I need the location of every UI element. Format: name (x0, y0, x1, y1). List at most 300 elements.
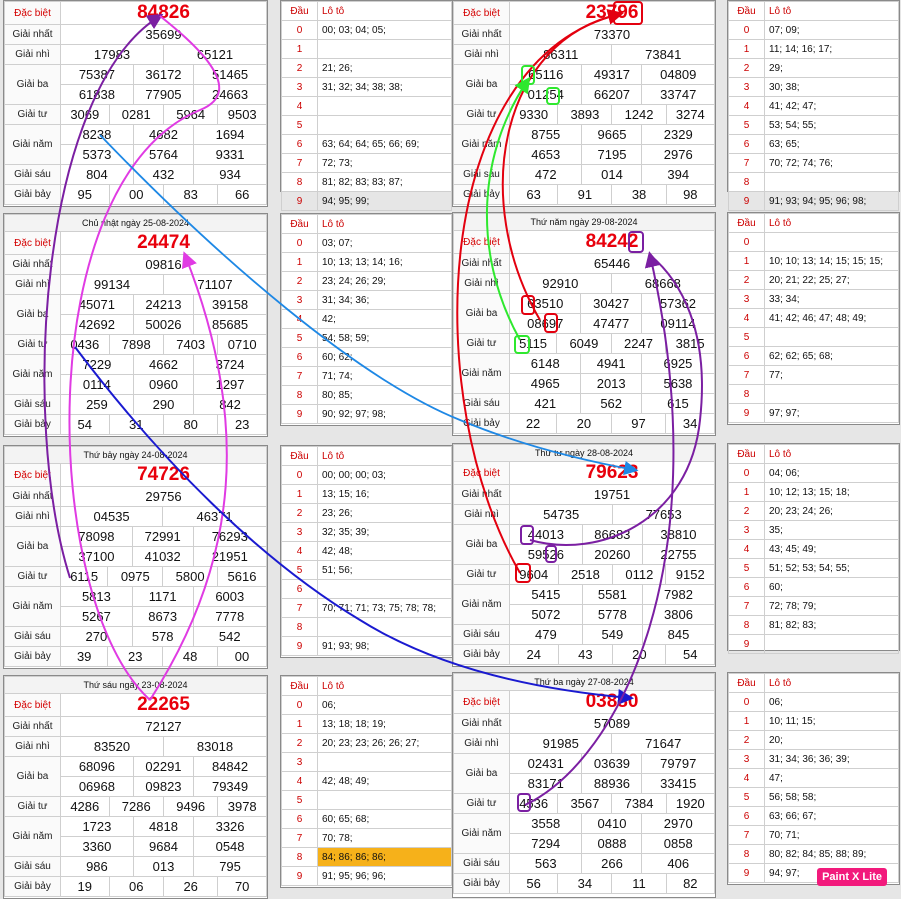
fifth-prize: 7982 (642, 585, 714, 605)
loto-tails: 81; 82; 83; (765, 616, 899, 635)
label-special: Đặc biệt (454, 231, 510, 254)
loto-tails: 81; 82; 83; 83; 87; (318, 173, 452, 192)
loto-tail-label: Lô tô (318, 447, 452, 466)
fourth-prize: 7384 (612, 794, 666, 814)
loto-tails (765, 635, 899, 654)
third-prize: 24213 (133, 295, 193, 315)
fourth-prize: 4536 (510, 794, 558, 814)
label-fifth: Giải năm (5, 817, 61, 857)
seventh-prize: 20 (557, 414, 612, 434)
seventh-prize: 34 (558, 874, 612, 894)
label-fifth: Giải năm (454, 354, 510, 394)
loto-head-digit: 9 (729, 864, 765, 883)
loto-row (729, 404, 899, 423)
loto-header (729, 674, 899, 693)
fifth-prize: 0960 (133, 375, 193, 395)
label-seventh: Giải bảy (454, 645, 510, 665)
loto-row (729, 693, 899, 712)
third-prize: 37100 (61, 547, 133, 567)
loto-head-digit: 6 (282, 348, 318, 367)
result-row (454, 445, 715, 462)
sixth-prize: 259 (61, 395, 134, 415)
loto-head-digit: 2 (282, 272, 318, 291)
loto-table (281, 446, 452, 656)
loto-tails: 91; 95; 96; 96; (318, 867, 452, 886)
loto-head-digit: 2 (282, 734, 318, 753)
loto-tails (765, 173, 899, 192)
loto-tail-label: Lô tô (318, 215, 452, 234)
label-third: Giải ba (454, 65, 510, 105)
loto-head-digit: 7 (282, 829, 318, 848)
loto-header (282, 677, 452, 696)
label-second: Giải nhì (5, 275, 61, 295)
seventh-prize: 82 (666, 874, 714, 894)
loto-table (728, 673, 899, 883)
fifth-prize: 6148 (510, 354, 581, 374)
result-row (5, 797, 267, 817)
loto-row (729, 559, 899, 578)
loto-table (281, 1, 452, 211)
loto-row (729, 21, 899, 40)
label-fourth: Giải tư (454, 105, 510, 125)
label-fourth: Giải tư (5, 567, 61, 587)
loto-tails (318, 97, 452, 116)
result-row (454, 485, 715, 505)
result-panel-r3 (3, 445, 268, 669)
loto-header (729, 445, 899, 464)
draw-date-header: Thứ sáu ngày 23-08-2024 (5, 677, 267, 694)
sixth-prize: 432 (133, 165, 193, 185)
sixth-prize: 804 (61, 165, 134, 185)
loto-table (728, 213, 899, 423)
loto-tails: 42; (318, 310, 452, 329)
loto-tails: 42; 48; (318, 542, 452, 561)
result-panel-r1 (3, 0, 268, 207)
loto-row (729, 252, 899, 271)
loto-row (282, 40, 452, 59)
third-prize: 33747 (642, 85, 715, 105)
loto-tails: 72; 73; (318, 154, 452, 173)
loto-row (729, 635, 899, 654)
loto-panel-l1 (280, 0, 453, 207)
label-first: Giải nhất (454, 25, 510, 45)
sixth-prize: 795 (194, 857, 267, 877)
loto-head-digit: 4 (729, 540, 765, 559)
label-second: Giải nhì (454, 734, 510, 754)
loto-tails (318, 116, 452, 135)
fifth-prize: 7229 (61, 355, 134, 375)
result-row (454, 274, 715, 294)
loto-row (729, 597, 899, 616)
result-row (5, 415, 267, 435)
fifth-prize: 3326 (194, 817, 267, 837)
loto-row (282, 173, 452, 192)
seventh-prize: 39 (61, 647, 108, 667)
draw-date-header: Thứ bảy ngày 24-08-2024 (5, 447, 267, 464)
loto-row (282, 367, 452, 386)
fifth-prize: 2976 (642, 145, 715, 165)
third-prize: 85685 (194, 315, 267, 335)
result-row (5, 627, 267, 647)
seventh-prize: 11 (612, 874, 666, 894)
fourth-prize: 0975 (108, 567, 163, 587)
loto-row (282, 753, 452, 772)
fifth-prize: 0548 (194, 837, 267, 857)
fourth-prize: 1920 (666, 794, 714, 814)
loto-tails (318, 40, 452, 59)
fifth-prize: 5415 (510, 585, 583, 605)
fifth-prize: 5072 (510, 605, 583, 625)
fourth-prize: 5964 (163, 105, 217, 125)
special-prize: 24474 (61, 232, 267, 255)
result-row (5, 215, 267, 232)
loto-row (282, 618, 452, 637)
third-prize: 79797 (642, 754, 715, 774)
result-row (454, 794, 715, 814)
loto-tails: 20; 21; 22; 25; 27; (765, 271, 899, 290)
fifth-prize: 3806 (642, 605, 714, 625)
result-table (453, 1, 715, 205)
result-row (454, 525, 715, 545)
loto-tails: 32; 35; 39; (318, 523, 452, 542)
label-first: Giải nhất (5, 717, 61, 737)
loto-tails: 06; (318, 696, 452, 715)
label-sixth: Giải sáu (454, 625, 510, 645)
fifth-prize: 2970 (642, 814, 715, 834)
seventh-prize: 70 (218, 877, 267, 897)
third-prize: 09114 (641, 314, 714, 334)
label-third: Giải ba (5, 295, 61, 335)
loto-tail-label: Lô tô (318, 2, 452, 21)
result-row (454, 214, 715, 231)
result-row (454, 691, 715, 714)
loto-tails: 07; 09; (765, 21, 899, 40)
result-row (5, 757, 267, 777)
first-prize: 57089 (510, 714, 715, 734)
loto-row (729, 521, 899, 540)
loto-head-digit: 7 (282, 367, 318, 386)
third-prize: 57362 (641, 294, 714, 314)
label-third: Giải ba (5, 527, 61, 567)
loto-row (282, 116, 452, 135)
loto-tails: 62; 62; 65; 68; (765, 347, 899, 366)
second-prize: 86311 (510, 45, 612, 65)
loto-head-digit: 6 (282, 135, 318, 154)
result-row (454, 625, 715, 645)
label-sixth: Giải sáu (454, 165, 510, 185)
fifth-prize: 5813 (61, 587, 133, 607)
result-row (5, 255, 267, 275)
fifth-prize: 1171 (132, 587, 193, 607)
loto-row (729, 40, 899, 59)
sixth-prize: 578 (132, 627, 193, 647)
loto-tails: 13; 18; 18; 19; (318, 715, 452, 734)
label-fifth: Giải năm (454, 125, 510, 165)
fifth-prize: 5764 (133, 145, 193, 165)
label-first: Giải nhất (5, 25, 61, 45)
loto-row (282, 810, 452, 829)
third-prize: 02291 (133, 757, 193, 777)
sixth-prize: 472 (510, 165, 582, 185)
loto-panel-l8 (727, 672, 900, 885)
label-second: Giải nhì (454, 45, 510, 65)
loto-head-digit: 2 (282, 504, 318, 523)
loto-row (729, 578, 899, 597)
result-row (454, 505, 715, 525)
result-table (453, 444, 715, 665)
third-prize: 03639 (582, 754, 642, 774)
sixth-prize: 014 (582, 165, 642, 185)
result-row (454, 65, 715, 85)
loto-row (729, 712, 899, 731)
loto-row (282, 192, 452, 211)
loto-tails: 20; 23; 24; 26; (765, 502, 899, 521)
result-row (5, 647, 267, 667)
result-row (454, 354, 715, 374)
sixth-prize: 615 (641, 394, 714, 414)
label-third: Giải ba (454, 525, 510, 565)
label-fourth: Giải tư (5, 797, 61, 817)
fifth-prize: 4662 (133, 355, 193, 375)
loto-head-digit: 5 (282, 561, 318, 580)
label-fourth: Giải tư (5, 335, 61, 355)
loto-head-digit: 8 (729, 173, 765, 192)
third-prize: 63510 (510, 294, 581, 314)
loto-tails: 41; 42; 46; 47; 48; 49; (765, 309, 899, 328)
loto-tails: 51; 56; (318, 561, 452, 580)
loto-tails: 56; 58; 58; (765, 788, 899, 807)
label-third: Giải ba (454, 294, 510, 334)
fifth-prize: 1723 (61, 817, 134, 837)
loto-head-digit: 0 (282, 21, 318, 40)
label-third: Giải ba (454, 754, 510, 794)
loto-tails: 47; (765, 769, 899, 788)
result-row (5, 232, 267, 255)
label-special: Đặc biệt (5, 2, 61, 25)
loto-tails: 03; 07; (318, 234, 452, 253)
third-prize: 33415 (642, 774, 715, 794)
first-prize: 29756 (61, 487, 267, 507)
result-row (454, 585, 715, 605)
loto-tails: 90; 92; 97; 98; (318, 405, 452, 424)
label-special: Đặc biệt (454, 691, 510, 714)
result-row (5, 567, 267, 587)
loto-row (282, 253, 452, 272)
loto-tail-label: Lô tô (765, 2, 899, 21)
third-prize: 77905 (133, 85, 193, 105)
result-row (454, 394, 715, 414)
result-row (454, 814, 715, 834)
second-prize: 83018 (163, 737, 266, 757)
loto-row (729, 464, 899, 483)
third-prize: 88936 (582, 774, 642, 794)
loto-head-digit: 2 (282, 59, 318, 78)
loto-head-digit: 1 (282, 715, 318, 734)
loto-row (282, 696, 452, 715)
loto-tail-label: Lô tô (765, 214, 899, 233)
loto-tails (318, 618, 452, 637)
loto-tails: 23; 24; 26; 29; (318, 272, 452, 291)
loto-tails (318, 791, 452, 810)
fifth-prize: 4941 (581, 354, 641, 374)
loto-panel-l5 (727, 0, 900, 207)
label-sixth: Giải sáu (5, 165, 61, 185)
sixth-prize: 563 (510, 854, 582, 874)
result-row (5, 185, 267, 205)
loto-head-digit: 9 (729, 404, 765, 423)
loto-tails: 10; 10; 13; 14; 15; 15; 15; (765, 252, 899, 271)
fifth-prize: 2013 (581, 374, 641, 394)
loto-row (282, 310, 452, 329)
sixth-prize: 542 (193, 627, 266, 647)
loto-row (729, 135, 899, 154)
second-prize: 99134 (61, 275, 164, 295)
fifth-prize: 5778 (582, 605, 642, 625)
loto-row (282, 329, 452, 348)
loto-head-digit: 1 (729, 712, 765, 731)
loto-tails: 84; 86; 86; 86; (318, 848, 452, 867)
loto-head-digit: 4 (282, 772, 318, 791)
fourth-prize: 9503 (218, 105, 267, 125)
seventh-prize: 95 (61, 185, 110, 205)
loto-row (729, 59, 899, 78)
loto-header (729, 2, 899, 21)
third-prize: 42692 (61, 315, 134, 335)
fourth-prize: 2247 (611, 334, 666, 354)
label-sixth: Giải sáu (454, 854, 510, 874)
fourth-prize: 9330 (510, 105, 558, 125)
loto-head-digit: 5 (729, 788, 765, 807)
fourth-prize: 9496 (163, 797, 217, 817)
loto-table (281, 676, 452, 886)
loto-row (729, 173, 899, 192)
loto-head-label: Đầu (729, 674, 765, 693)
first-prize: 73370 (510, 25, 715, 45)
sixth-prize: 421 (510, 394, 581, 414)
loto-row (729, 616, 899, 635)
fifth-prize: 4818 (133, 817, 193, 837)
result-row (5, 355, 267, 375)
loto-panel-l3 (280, 445, 453, 658)
fourth-prize: 4286 (61, 797, 110, 817)
label-fifth: Giải năm (454, 585, 510, 625)
loto-head-digit: 8 (729, 385, 765, 404)
label-seventh: Giải bảy (5, 647, 61, 667)
special-prize: 79623 (510, 462, 715, 485)
third-prize: 02431 (510, 754, 582, 774)
second-prize: 91985 (510, 734, 612, 754)
loto-tails: 33; 34; (765, 290, 899, 309)
loto-tails (318, 580, 452, 599)
third-prize: 30427 (581, 294, 641, 314)
loto-row (729, 366, 899, 385)
fifth-prize: 0114 (61, 375, 134, 395)
loto-head-digit: 9 (282, 192, 318, 211)
loto-tails: 94; 97; (765, 864, 899, 883)
third-prize: 59526 (510, 545, 583, 565)
label-seventh: Giải bảy (454, 874, 510, 894)
loto-head-digit: 9 (729, 635, 765, 654)
loto-head-digit: 3 (729, 750, 765, 769)
result-row (454, 25, 715, 45)
loto-row (282, 466, 452, 485)
special-prize: 74726 (61, 464, 267, 487)
third-prize: 49317 (582, 65, 642, 85)
fifth-prize: 0888 (582, 834, 642, 854)
loto-row (282, 405, 452, 424)
loto-row (729, 271, 899, 290)
result-row (454, 185, 715, 205)
loto-head-digit: 1 (729, 40, 765, 59)
fifth-prize: 7778 (193, 607, 266, 627)
label-fifth: Giải năm (5, 125, 61, 165)
result-table (453, 673, 715, 894)
seventh-prize: 91 (558, 185, 612, 205)
loto-tails (765, 233, 899, 252)
third-prize: 20260 (582, 545, 642, 565)
loto-row (729, 540, 899, 559)
result-row (5, 817, 267, 837)
result-panel-r5 (452, 0, 716, 207)
loto-row (729, 769, 899, 788)
sixth-prize: 842 (194, 395, 267, 415)
loto-header (282, 215, 452, 234)
result-row (5, 65, 267, 85)
loto-head-digit: 3 (282, 523, 318, 542)
loto-tails: 70; 71; (765, 826, 899, 845)
fifth-prize: 8238 (61, 125, 134, 145)
draw-date-header: Chủ nhật ngày 25-08-2024 (5, 215, 267, 232)
loto-head-digit: 1 (729, 483, 765, 502)
loto-tails: 29; (765, 59, 899, 78)
result-row (454, 854, 715, 874)
loto-tails: 06; (765, 693, 899, 712)
sixth-prize: 406 (642, 854, 715, 874)
loto-row (282, 386, 452, 405)
result-table (4, 676, 267, 897)
loto-head-digit: 2 (729, 502, 765, 521)
loto-row (729, 807, 899, 826)
loto-tails: 11; 14; 16; 17; (765, 40, 899, 59)
loto-head-digit: 9 (282, 867, 318, 886)
loto-panel-l6 (727, 212, 900, 425)
loto-head-label: Đầu (282, 215, 318, 234)
seventh-prize: 38 (612, 185, 666, 205)
loto-panel-l7 (727, 443, 900, 651)
fifth-prize: 5373 (61, 145, 134, 165)
loto-head-digit: 4 (729, 97, 765, 116)
loto-head-label: Đầu (729, 214, 765, 233)
loto-tails: 41; 42; 47; (765, 97, 899, 116)
label-seventh: Giải bảy (454, 414, 510, 434)
fourth-prize: 1242 (612, 105, 666, 125)
loto-row (729, 97, 899, 116)
result-panel-r7 (452, 443, 716, 667)
fourth-prize: 2518 (558, 565, 613, 585)
fifth-prize: 9684 (133, 837, 193, 857)
loto-tails (318, 753, 452, 772)
loto-row (282, 21, 452, 40)
result-row (454, 231, 715, 254)
special-prize: 22265 (61, 694, 267, 717)
sixth-prize: 290 (133, 395, 193, 415)
loto-panel-l2 (280, 213, 453, 426)
result-table (4, 214, 267, 435)
loto-row (282, 542, 452, 561)
label-second: Giải nhì (454, 505, 510, 525)
loto-tails: 00; 00; 00; 03; (318, 466, 452, 485)
seventh-prize: 19 (61, 877, 110, 897)
